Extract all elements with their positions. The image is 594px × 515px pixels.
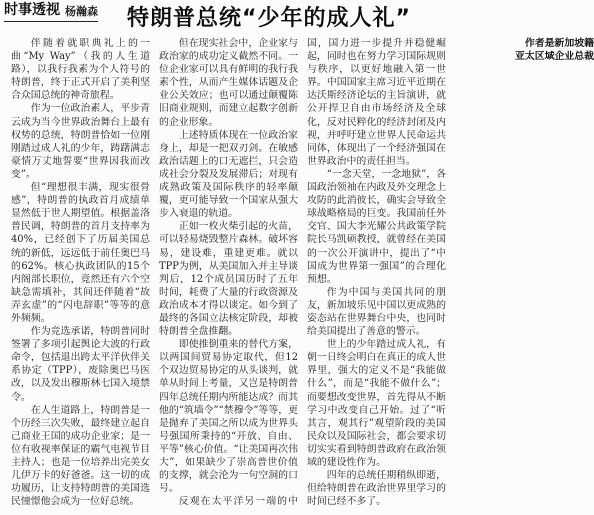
author-note [455, 37, 594, 63]
headline: 特朗普总统“少年的成人礼” [127, 6, 411, 31]
author-note-line: 作者是新加坡籍 [524, 38, 594, 49]
article-paragraph: 上述特质体现在一位政治家身上，却是一把双刃剑。在敏感政治话题上的口无遮拦，只会造成社会分裂及发展滞后；对现有成熟政策及国际秩序的轻率颠覆，更可能导致一个国家从强大步入衰退的轨道。 [159, 129, 298, 220]
column-kicker [4, 2, 98, 22]
article-body [11, 37, 594, 511]
article-paragraph: “一念天堂，一念地狱”，各国政治领袖在内政及外交理念上攻防的此消彼长，确实会导致全球战略格局的巨变。我国前任外交官、国大李光耀公共政策学院院长马凯硕教授，就曾经在美国的一次公开演讲中，提出了“中国成为世界第一强国”的合理化预想。 [307, 168, 446, 285]
article-paragraph: 正如一枚火柴引起的火苗，可以轻易烧毁整片森林。破坏容易，建设难，重建更难。就以TPP为例，从美国加入并主导谈判后，12个成员国历时了五年时间，耗费了大量的行政资源及政治成本才得以谈定。如今到了最终的各国立法核定阶段，却被特朗普全盘推翻。 [159, 221, 298, 338]
author-note-line: 亚太区域企业总裁 [514, 51, 594, 63]
article-paragraph: 四年的总统任期稍纵即逝，但给特朗普在政治世界里学习的时间已经不多了。 [307, 470, 446, 508]
article-paragraph: 作为一位政治素人，平步青云成为当今世界政治舞台上最有权势的总统，特朗普恰如一位刚刚踏过成人礼的少年，踌躇满志豪情万丈地誓要“世界因我而改变”。 [11, 103, 150, 180]
article-paragraph: 世上的少年踏过成人礼，有朝一日终会明白在真正的成人世界里，强大的定义不是“我能做什么”，而是“我能不做什么”；而要想改变世界，首先得从不断学习中改变自己开始。过了“听其言，观其行”观望阶段的美国民众以及国际社会，都会要求切切实实看到特朗普政府在政治领域的建设性作为。 [307, 339, 446, 468]
article-paragraph: 在人生道路上，特朗普是一个历经三次失败，最终建立起自己商业王国的成功企业家；是一位有收视率保证的霸气电视节目主持人；也是一位培养出完美女儿伊万卡的好爸爸。这一切的成功履历，让支持特朗普的美国选民憧憬他会成为一位好总统。 [11, 404, 150, 508]
article-paragraph: 作为中国与美国共同的朋友，新加坡乐见中国以更成熟的姿态站在世界舞台中央，也同时给美国提出了善意的警示。 [307, 286, 446, 338]
author-name: 杨瀚森 [65, 5, 98, 18]
article-paragraph: 伴随着就职典礼上的一曲“My Way”（我的人生道路），以我行我素为个人符号的特朗普，终于正式开启了美利坚合众国总统的神奇旅程。 [11, 38, 150, 102]
article-paragraph: 作为竞选承诺，特朗普同时签署了多项引起舆论大波的行政命令，包括退出跨太平洋伙伴关系协定（TPP），废除奥巴马医改，以及发出穆斯林七国入境禁令。 [11, 326, 150, 403]
article-paragraph: 但“理想很丰满，现实很骨感”，特朗普的执政首月成绩单显然低于世人期望值。根据盖洛普民调，特朗普的首月支持率为40%，已经创下了历届美国总统的新低，远远低于前任奥巴马的62%。核心执政团队的15个内阁部长职位，竟然还有六个空缺急需填补，其间还伴随着“故弄玄虚”的“闪电辞职”等等的意外频频。 [11, 182, 150, 324]
article-paragraph: 反观在太平洋另一端的中国，国力进一步提升并稳健崛起，同时也在努力学习国际规则与秩序，以更好地融入第一世界。中国国家主席习近平近期在达沃斯经济论坛的主旨演讲，就公开捍卫自由市场经济及全球化，反对民粹化的经济封闭及内视，并呼吁建立世界人民命运共同体，体现出了一个经济强国在世界政治中的责任担当。 [178, 38, 446, 508]
column-name: 时事透视 [4, 2, 60, 18]
article-paragraph: 但在现实社会中，企业家与政治家的成功定义截然不同。一位企业家可以具有鲜明的我行我素个性，从而产生媒体话题及企业公关效应；也可以通过颠覆陈旧商业规则，而建立起数字创新的企业形象。 [159, 38, 298, 128]
article-paragraph: 即使推倒重来的替代方案，以两国间贸易协定取代，但12个双边贸易协定的从头谈判，就单从时间上考量，又岂是特朗普四年总统任期内所能达成？而其他的“筑墙令”“禁穆令”等等，更是抛弃了美国之所以成为世界头号强国所秉持的“开放、自由、平等”核心价值。“让美国再次伟大”，如果缺少了崇高普世价值的支撑，就会沦为一句空洞的口号。 [159, 339, 298, 495]
